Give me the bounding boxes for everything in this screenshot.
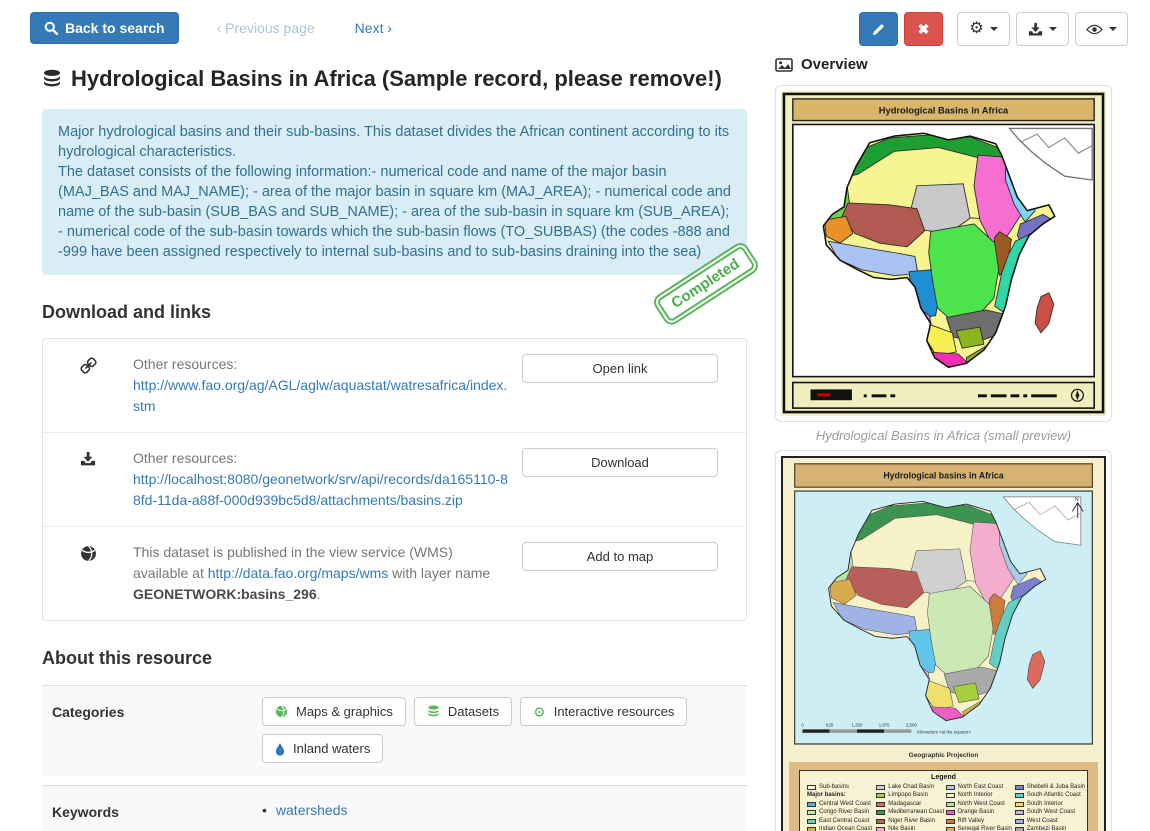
wms-text: This dataset is published in the view service (WMS) available at	[133, 544, 453, 581]
resource-row	[43, 432, 746, 526]
keywords-row	[42, 785, 747, 831]
legend-title: Legend	[931, 773, 956, 781]
legend-swatch	[946, 785, 955, 790]
legend-swatch	[946, 810, 955, 815]
preview-large-card[interactable]	[775, 450, 1112, 831]
droplet-icon	[275, 742, 285, 756]
legend-swatch	[1015, 793, 1024, 798]
page-title	[42, 66, 747, 92]
close-icon: ✖	[917, 20, 930, 37]
open-link-button[interactable]: Open link	[522, 354, 718, 383]
abstract-paragraph: The dataset consists of the following information:- numerical code and name of the major basin (MAJ_BAS and MAJ_NAME); - area of the major basin in square km (MAJ_AREA); - numerical code and name of the sub-basin (SUB_BAS and SUB_NAME); - area of the sub-basin in square km (SUB_AREA); - numerical code of the sub-basin towards which the sub-basin flows (TO_SUBBAS) (the codes -888 and -999 have been assigned respectively to internal sub-basins and to sub-basins draining into the sea)	[58, 164, 731, 260]
legend-item: Nile Basin	[876, 825, 941, 831]
resource-text	[133, 354, 522, 417]
preview-small-card[interactable]	[775, 85, 1112, 422]
categories-row	[42, 685, 747, 776]
legend-swatch	[1015, 827, 1024, 831]
category-chip-datasets[interactable]: Datasets	[414, 697, 512, 726]
settings-dropdown[interactable]	[957, 12, 1010, 46]
svg-text:2,500: 2,500	[905, 722, 917, 728]
legend-swatch	[946, 827, 955, 831]
resource-url-link[interactable]: http://www.fao.org/ag/AGL/aglw/aquastat/watresafrica/index.stm	[133, 377, 508, 414]
legend-item: Rift Valley	[946, 817, 1011, 826]
gear-icon: ⚙	[533, 703, 546, 720]
categories-label: Categories	[52, 704, 125, 720]
search-icon	[44, 21, 58, 35]
legend-item: Madagascar	[876, 800, 941, 809]
svg-text:Kilometers <at the equator>: Kilometers <at the equator>	[917, 729, 972, 735]
legend-item: Zambezi Basin	[1015, 825, 1080, 831]
map-title-text: Hydrological basins in Africa	[883, 470, 1004, 481]
overview-heading: Overview	[801, 56, 868, 73]
svg-text:N: N	[1074, 496, 1079, 503]
eye-icon	[1086, 24, 1103, 35]
preview-small-caption: Hydrological Basins in Africa (small preview)	[815, 428, 1072, 443]
map-legend-panel	[789, 762, 1098, 831]
previous-page-link[interactable]: ‹ Previous page	[216, 20, 315, 36]
resource-row	[43, 339, 746, 432]
resource-row	[43, 526, 746, 620]
category-chip-inland-waters[interactable]: Inland waters	[262, 734, 383, 763]
legend-swatch	[1015, 810, 1024, 815]
svg-text:1,250: 1,250	[851, 722, 863, 728]
legend-item: North Interior	[946, 791, 1011, 800]
record-title-text: Hydrological Basins in Africa (Sample record, please remove!)	[71, 66, 722, 91]
legend-item: North West Coast	[946, 800, 1011, 809]
category-chip-maps-graphics[interactable]: Maps & graphics	[262, 697, 406, 726]
keyword-link[interactable]: watersheds	[275, 802, 348, 818]
legend-swatch	[876, 793, 885, 798]
legend-swatch	[807, 802, 816, 807]
pencil-icon	[871, 22, 886, 37]
legend-item: Major basins:	[807, 792, 846, 799]
resource-url-link[interactable]: http://localhost:8080/geonetwork/srv/api/records/da165110-88fd-11da-a88f-000d939bc5d8/attachments/basins.zip	[133, 471, 508, 508]
add-to-map-button[interactable]: Add to map	[522, 542, 718, 571]
database-icon	[427, 705, 440, 718]
preview-small-map-image[interactable]	[781, 91, 1106, 416]
chevron-down-icon	[1049, 27, 1057, 31]
gear-icon: ⚙	[969, 20, 984, 37]
wms-text: with layer name	[392, 565, 491, 581]
nav-left	[30, 12, 392, 44]
download-links-heading: Download and links	[42, 302, 212, 322]
svg-text:1,875: 1,875	[878, 722, 890, 728]
overview-panel	[775, 46, 1112, 831]
link-icon	[43, 354, 133, 417]
abstract-paragraph: Major hydrological basins and their sub-basins. This dataset divides the African continent according to its hydrological characteristics.	[58, 124, 730, 160]
legend-item: Central West Coast	[807, 800, 872, 809]
legend-item: Niger River Basin	[876, 817, 941, 826]
legend-item: North East Coast	[946, 783, 1011, 792]
legend-swatch	[807, 827, 816, 831]
legend-swatch	[1015, 785, 1024, 790]
category-chip-interactive-resources[interactable]: ⚙ Interactive resources	[520, 697, 687, 726]
legend-grid	[807, 783, 1086, 831]
wms-layer-name: GEONETWORK:basins_296	[133, 586, 317, 602]
legend-swatch	[946, 793, 955, 798]
legend-item: Mediterranean Coast	[876, 808, 941, 817]
download-icon	[43, 448, 133, 511]
legend-swatch	[876, 785, 885, 790]
svg-text:0: 0	[801, 722, 804, 728]
legend-item: West Coast	[1015, 817, 1080, 826]
legend-item: Limpopo Basin	[876, 791, 941, 800]
view-dropdown[interactable]	[1075, 12, 1128, 46]
chevron-down-icon	[1109, 27, 1117, 31]
download-links-box	[42, 338, 747, 621]
legend-item: Indian Ocean Coast	[807, 825, 872, 831]
keyword-item	[262, 802, 348, 818]
map-title-text: Hydrological Basins in Africa	[878, 105, 1009, 116]
legend-swatch	[946, 819, 955, 824]
legend-item: Shebelli & Juba Basin	[1015, 783, 1080, 792]
legend-swatch	[876, 827, 885, 831]
legend-swatch	[946, 802, 955, 807]
legend-swatch	[1015, 819, 1024, 824]
download-button[interactable]: Download	[522, 448, 718, 477]
legend-item: Lake Chad Basin	[876, 783, 941, 792]
legend-item: South Interior	[1015, 800, 1080, 809]
edit-button[interactable]	[859, 12, 898, 46]
record-content	[42, 46, 747, 831]
legend-swatch	[807, 785, 816, 790]
download-dropdown[interactable]	[1016, 12, 1069, 46]
legend-swatch	[876, 810, 885, 815]
back-to-search-button[interactable]	[30, 12, 179, 44]
image-icon	[775, 58, 793, 72]
legend-item: South West Coast	[1015, 808, 1080, 817]
legend-item: Sub-basins	[807, 783, 872, 792]
resource-text	[133, 448, 522, 511]
svg-text:625: 625	[826, 722, 834, 728]
wms-text: .	[316, 586, 321, 602]
legend-swatch	[807, 819, 816, 824]
legend-swatch	[1015, 802, 1024, 807]
resource-label: Other resources:	[133, 450, 238, 466]
wms-url-link[interactable]: http://data.fao.org/maps/wms	[207, 565, 389, 581]
main-area	[0, 46, 1150, 831]
resource-text	[133, 542, 522, 605]
legend-swatch	[807, 810, 816, 815]
legend-item: East Central Coast	[807, 817, 872, 826]
delete-button[interactable]	[904, 12, 943, 46]
top-toolbar	[0, 0, 1150, 46]
legend-item: Senegal River Basin	[946, 825, 1011, 831]
globe-icon	[275, 705, 288, 718]
back-to-search-label: Back to search	[65, 20, 165, 36]
chevron-down-icon	[990, 27, 998, 31]
projection-caption: Geographic Projection	[908, 751, 979, 759]
overview-header	[775, 56, 1112, 73]
preview-large-map-image[interactable]	[781, 456, 1106, 831]
resource-label: Other resources:	[133, 356, 238, 372]
legend-swatch	[876, 802, 885, 807]
next-page-link[interactable]: Next ›	[354, 20, 393, 36]
keywords-list	[262, 797, 348, 820]
record-actions	[859, 12, 1128, 46]
globe-icon	[43, 542, 133, 605]
database-icon	[42, 69, 62, 89]
legend-item: Congo River Basin	[807, 808, 872, 817]
category-chips	[262, 697, 737, 763]
legend-item: South Atlantic Coast	[1015, 791, 1080, 800]
keywords-label: Keywords	[52, 804, 119, 820]
about-heading: About this resource	[42, 648, 213, 668]
legend-item: Orange Basin	[946, 808, 1011, 817]
download-icon	[1028, 22, 1043, 37]
legend-swatch	[876, 819, 885, 824]
map-legend-box	[799, 770, 1088, 831]
status-stamp-label: Completed	[657, 245, 756, 322]
